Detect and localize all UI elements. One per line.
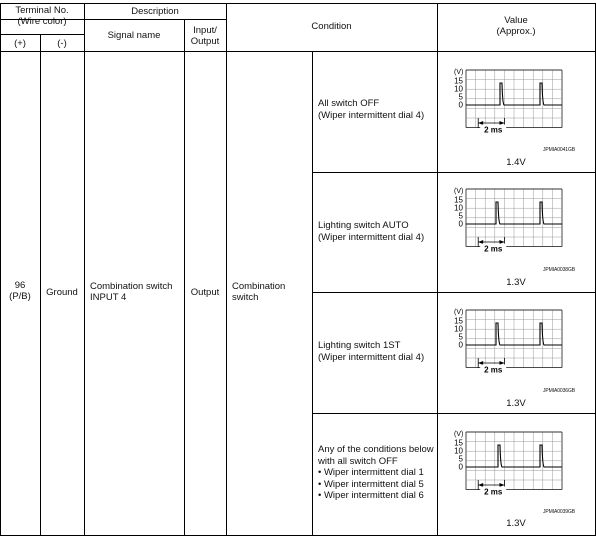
wave-tick-label: 0 bbox=[458, 462, 463, 472]
time-arrow bbox=[478, 483, 483, 487]
col-divider-signal-io bbox=[184, 19, 185, 536]
wave-tick-label: 15 bbox=[454, 76, 463, 86]
wave-unit-label: (V) bbox=[454, 188, 464, 195]
condition-4-line1: Any of the conditions below bbox=[318, 444, 434, 455]
condition-1 bbox=[318, 98, 440, 121]
time-label: 2 ms bbox=[484, 365, 503, 375]
header-signal-name: Signal name bbox=[107, 30, 161, 41]
time-label: 2 ms bbox=[484, 125, 503, 135]
time-label: 2 ms bbox=[484, 244, 503, 254]
value-3: 1.3V bbox=[506, 398, 526, 409]
terminal-minus: Ground bbox=[46, 287, 78, 298]
header-terminal-no: Terminal No. bbox=[15, 5, 69, 16]
header-output: Output bbox=[190, 36, 220, 47]
condition-4-bullet-2: • Wiper intermittent dial 5 bbox=[318, 479, 440, 491]
wave-tick-label: 0 bbox=[458, 340, 463, 350]
time-arrow bbox=[478, 121, 483, 125]
signal-name-line2: INPUT 4 bbox=[90, 292, 127, 303]
waveform-1 bbox=[454, 67, 578, 142]
wave-tick-label: 0 bbox=[458, 100, 463, 110]
wave-tick-label: 5 bbox=[458, 92, 463, 102]
waveform-4-graphic bbox=[454, 429, 578, 501]
figure-code-2: JPMIA0038GB bbox=[543, 267, 575, 273]
header-bottom-border bbox=[0, 51, 596, 52]
waveform-3 bbox=[454, 307, 578, 382]
value-2: 1.3V bbox=[506, 277, 526, 288]
signal-name-line1: Combination switch bbox=[90, 281, 173, 292]
condition-1-line2: (Wiper intermittent dial 4) bbox=[318, 109, 425, 121]
condition-3-line1: Lighting switch 1ST bbox=[318, 340, 401, 351]
col-divider-desc-condition bbox=[226, 3, 227, 536]
header-wire-color: (Wire color) bbox=[17, 16, 67, 27]
condition-4-bullet-3: • Wiper intermittent dial 6 bbox=[318, 490, 440, 502]
waveform-2-graphic bbox=[454, 186, 578, 258]
wave-tick-label: 10 bbox=[454, 84, 463, 94]
condition-group-line1: Combination bbox=[232, 281, 286, 292]
header-condition: Condition bbox=[311, 21, 352, 32]
condition-2-line2: (Wiper intermittent dial 4) bbox=[318, 231, 425, 243]
time-arrow bbox=[478, 361, 483, 365]
condition-3-line2: (Wiper intermittent dial 4) bbox=[318, 351, 425, 363]
condition-group-line2: switch bbox=[232, 292, 259, 303]
header-approx: (Approx.) bbox=[496, 26, 536, 37]
col-divider-condition-sub bbox=[312, 51, 313, 536]
terminal-plus-color: (P/B) bbox=[9, 291, 31, 302]
condition-2-line1: Lighting switch AUTO bbox=[318, 220, 409, 231]
time-arrow bbox=[499, 240, 504, 244]
table-bottom-border bbox=[0, 535, 596, 536]
header-description: Description bbox=[131, 6, 179, 17]
condition-divider-3 bbox=[312, 413, 596, 414]
header-input: Input/ bbox=[193, 25, 217, 36]
wave-tick-label: 0 bbox=[458, 219, 463, 229]
condition-divider-1 bbox=[312, 172, 596, 173]
wave-tick-label: 15 bbox=[454, 438, 463, 448]
waveform-4 bbox=[454, 429, 578, 504]
wave-tick-label: 10 bbox=[454, 203, 463, 213]
wave-tick-label: 5 bbox=[458, 454, 463, 464]
condition-2 bbox=[318, 220, 440, 243]
header-row2-divider bbox=[0, 34, 84, 35]
header-plus: (+) bbox=[14, 38, 26, 49]
condition-4 bbox=[318, 444, 440, 502]
wave-tick-label: 5 bbox=[458, 332, 463, 342]
condition-3 bbox=[318, 340, 440, 363]
waveform-3-graphic bbox=[454, 307, 578, 379]
wave-unit-label: (V) bbox=[454, 309, 464, 316]
table-left-border bbox=[0, 3, 1, 536]
col-divider-plus-minus bbox=[40, 34, 41, 536]
time-arrow bbox=[499, 483, 504, 487]
wave-tick-label: 5 bbox=[458, 211, 463, 221]
value-4: 1.3V bbox=[506, 518, 526, 529]
time-arrow bbox=[499, 361, 504, 365]
terminal-plus-number: 96 bbox=[14, 280, 26, 291]
time-label: 2 ms bbox=[484, 487, 503, 497]
condition-divider-2 bbox=[312, 292, 596, 293]
waveform-1-graphic bbox=[454, 67, 578, 139]
condition-1-line1: All switch OFF bbox=[318, 98, 380, 109]
figure-code-1: JPMIA0041GB bbox=[543, 147, 575, 153]
time-arrow bbox=[499, 121, 504, 125]
value-1: 1.4V bbox=[506, 157, 526, 168]
condition-4-bullet-1: • Wiper intermittent dial 1 bbox=[318, 467, 440, 479]
io-value: Output bbox=[190, 287, 220, 298]
wave-tick-label: 10 bbox=[454, 446, 463, 456]
wave-unit-label: (V) bbox=[454, 431, 464, 438]
header-minus: (-) bbox=[57, 38, 67, 49]
wave-tick-label: 15 bbox=[454, 316, 463, 326]
wave-unit-label: (V) bbox=[454, 69, 464, 76]
figure-code-3: JPMIA0036GB bbox=[543, 388, 575, 394]
col-divider-terminal-desc bbox=[84, 3, 85, 536]
header-value: Value bbox=[504, 15, 528, 26]
table-top-border bbox=[0, 3, 596, 4]
figure-code-4: JPMIA0039GB bbox=[543, 509, 575, 515]
condition-4-line2: with all switch OFF bbox=[318, 455, 398, 467]
waveform-2 bbox=[454, 186, 578, 261]
wave-tick-label: 15 bbox=[454, 195, 463, 205]
time-arrow bbox=[478, 240, 483, 244]
wave-tick-label: 10 bbox=[454, 324, 463, 334]
